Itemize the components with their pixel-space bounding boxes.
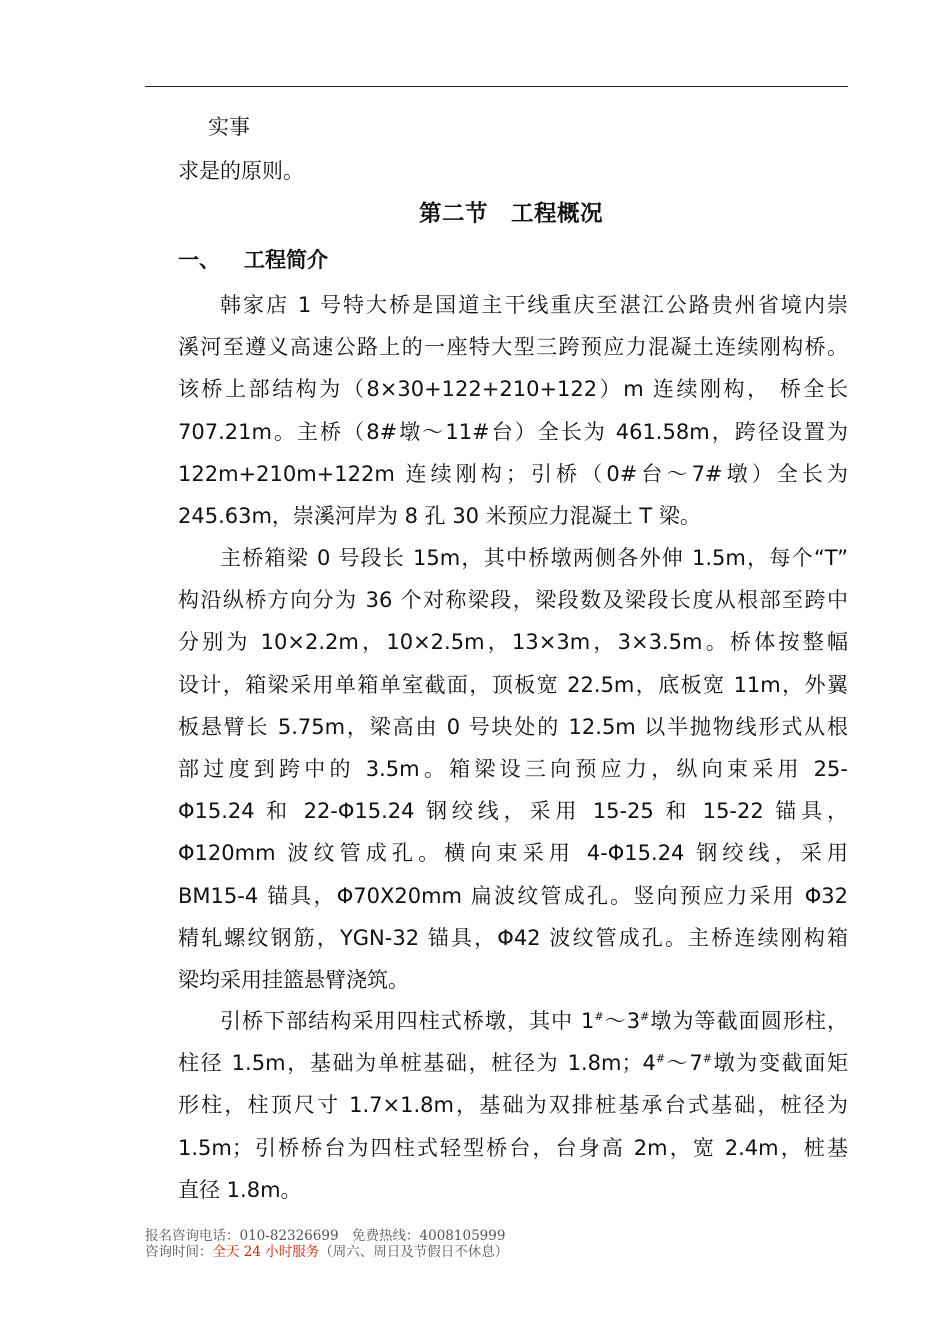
paragraph-line: 梁均采用挂篮悬臂浇筑。 bbox=[178, 968, 409, 993]
paragraph-line bbox=[178, 1042, 848, 1084]
paragraph-line: 1.5m；引桥桥台为四柱式轻型桥台，台身高 2m，宽 2.4m，桩基 bbox=[178, 1135, 848, 1160]
footer-contact: 报名咨询电话：010-82326699 免费热线：4008105999 bbox=[145, 1228, 506, 1244]
footer-hours-highlight: 全天 24 小时服务 bbox=[212, 1244, 320, 1260]
text-run: 墩为等截面圆形柱， bbox=[649, 1009, 848, 1033]
pier-mark: # bbox=[655, 1052, 666, 1066]
paragraph-line: 直径 1.8m。 bbox=[178, 1177, 302, 1202]
paragraph-line: 构沿纵桥方向分为 36 个对称梁段，梁段数及梁段长度从根部至跨中 bbox=[178, 588, 848, 613]
subheading-title: 工程简介 bbox=[244, 248, 328, 272]
paragraph-line: 707.21m。主桥（8#墩～11#台）全长为 461.58m，跨径设置为 bbox=[178, 419, 848, 444]
paragraph-line: 245.63m，崇溪河岸为 8 孔 30 米预应力混凝土 T 梁。 bbox=[178, 504, 701, 529]
section-title: 第二节 工程概况 bbox=[418, 201, 603, 227]
subheading bbox=[178, 242, 328, 278]
paragraph-line: 122m+210m+122m 连续刚构；引桥（0#台～7#墩）全长为 bbox=[178, 461, 848, 486]
pier-mark: # bbox=[594, 1010, 604, 1023]
fragment-indent-text: 实事 bbox=[208, 115, 250, 139]
pier-mark: # bbox=[640, 1010, 650, 1023]
fragment-continuation: 求是的原则。 bbox=[178, 159, 304, 183]
paragraph-line bbox=[178, 1000, 848, 1042]
footer-hours-label: 咨询时间： bbox=[145, 1244, 213, 1260]
paragraph-line: 主桥箱梁 0 号段长 15m，其中桥墩两侧各外伸 1.5m，每个“T” bbox=[220, 546, 848, 570]
subheading-number: 一、 bbox=[178, 248, 220, 272]
text-run: 墩为变截面矩 bbox=[711, 1051, 848, 1076]
text-run: 引桥下部结构采用四柱式桥墩，其中 1 bbox=[220, 1009, 595, 1033]
paragraph-overview bbox=[178, 284, 848, 537]
text-run: ～7 bbox=[665, 1051, 703, 1076]
paragraph-line: BM15-4 锚具，Φ70X20mm 扁波纹管成孔。竖向预应力采用 Φ32 bbox=[178, 883, 848, 908]
paragraph-line: Φ120mm 波纹管成孔。横向束采用 4-Φ15.24 钢绞线，采用 bbox=[178, 841, 848, 866]
paragraph-line: 分别为 10×2.2m，10×2.5m，13×3m，3×3.5m。桥体按整幅 bbox=[178, 630, 848, 655]
paragraph-line: Φ15.24 和 22-Φ15.24 钢绞线，采用 15-25 和 15-22 锚具， bbox=[178, 799, 848, 824]
paragraph-line: 部过度到跨中的 3.5m。箱梁设三向预应力，纵向束采用 25- bbox=[178, 757, 848, 782]
pier-mark: # bbox=[702, 1052, 712, 1066]
paragraph-line: 该桥上部结构为（8×30+122+210+122）m 连续刚构， 桥全长 bbox=[178, 377, 848, 402]
paragraph-line: 形柱，柱顶尺寸 1.7×1.8m，基础为双排桩基承台式基础，桩径为 bbox=[178, 1093, 848, 1118]
footer-hours bbox=[145, 1244, 508, 1261]
paragraph-line: 设计，箱梁采用单箱单室截面，顶板宽 22.5m，底板宽 11m，外翼 bbox=[178, 672, 848, 697]
paragraph-line: 溪河至遵义高速公路上的一座特大型三跨预应力混凝土连续刚构桥。 bbox=[178, 335, 848, 360]
paragraph-line: 韩家店 1 号特大桥是国道主干线重庆至湛江公路贵州省境内崇 bbox=[220, 293, 848, 317]
paragraph-line: 板悬臂长 5.75m，梁高由 0 号块处的 12.5m 以半抛物线形式从根 bbox=[178, 714, 848, 739]
paragraph-line: 精轧螺纹钢筋，YGN-32 锚具，Φ42 波纹管成孔。主桥连续刚构箱 bbox=[178, 925, 848, 950]
paragraph-approach-bridge bbox=[178, 1000, 848, 1211]
text-run: ～3 bbox=[603, 1009, 641, 1033]
paragraph-main-bridge bbox=[178, 537, 848, 1001]
footer-hours-note: （周六、周日及节假日不休息） bbox=[319, 1244, 509, 1260]
text-run: 柱径 1.5m，基础为单桩基础，桩径为 1.8m；4 bbox=[178, 1051, 656, 1076]
header-rule bbox=[145, 86, 848, 87]
